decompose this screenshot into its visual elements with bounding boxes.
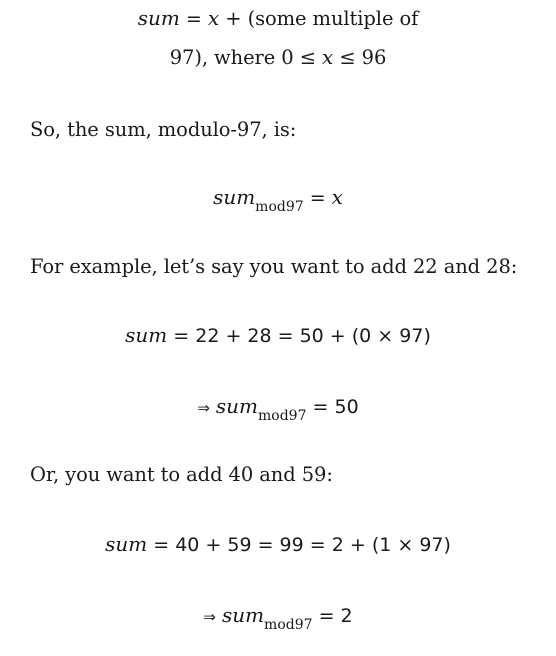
sum-variable: sum [125, 323, 168, 347]
equals-text: = [303, 187, 332, 209]
x-variable: x [331, 185, 343, 209]
definition-line-1 [0, 6, 556, 30]
sum-variable: sum [221, 603, 265, 627]
definition-condition-pre: 97), where 0 ≤ [169, 46, 323, 69]
mod97-subscript: mod97 [258, 408, 307, 424]
sum-variable: sum [213, 185, 256, 209]
paragraph-second-example: Or, you want to add 40 and 59: [30, 463, 333, 486]
implies-arrow-icon: ⇒ [203, 608, 216, 626]
definition-tail: + (some multiple of [219, 7, 419, 30]
implies-arrow-icon: ⇒ [197, 399, 210, 417]
mod97-subscript: mod97 [255, 199, 304, 215]
equals-text: = [179, 8, 208, 30]
example-1-expression: = 22 + 28 = 50 + (0 × 97) [167, 325, 431, 347]
definition-line-2 [0, 45, 556, 69]
example-2-result [0, 603, 556, 633]
mod97-subscript: mod97 [264, 617, 313, 633]
sum-variable: sum [105, 532, 148, 556]
definition-condition-post: ≤ 96 [333, 46, 387, 69]
sum-variable: sum [137, 6, 180, 30]
x-variable: x [207, 6, 220, 30]
x-variable: x [322, 45, 334, 69]
sum-variable: sum [215, 394, 258, 418]
paragraph-modulo-intro: So, the sum, modulo-97, is: [30, 118, 297, 141]
equation-sum-mod [0, 185, 556, 215]
example-2-equation [0, 532, 556, 556]
paragraph-example-intro: For example, let’s say you want to add 22 and 28: [30, 255, 518, 278]
example-1-result-value: = 50 [306, 396, 359, 418]
example-1-result [0, 394, 556, 424]
example-1-equation [0, 323, 556, 347]
example-2-result-value: = 2 [312, 605, 353, 627]
example-2-expression: = 40 + 59 = 99 = 2 + (1 × 97) [147, 534, 451, 556]
